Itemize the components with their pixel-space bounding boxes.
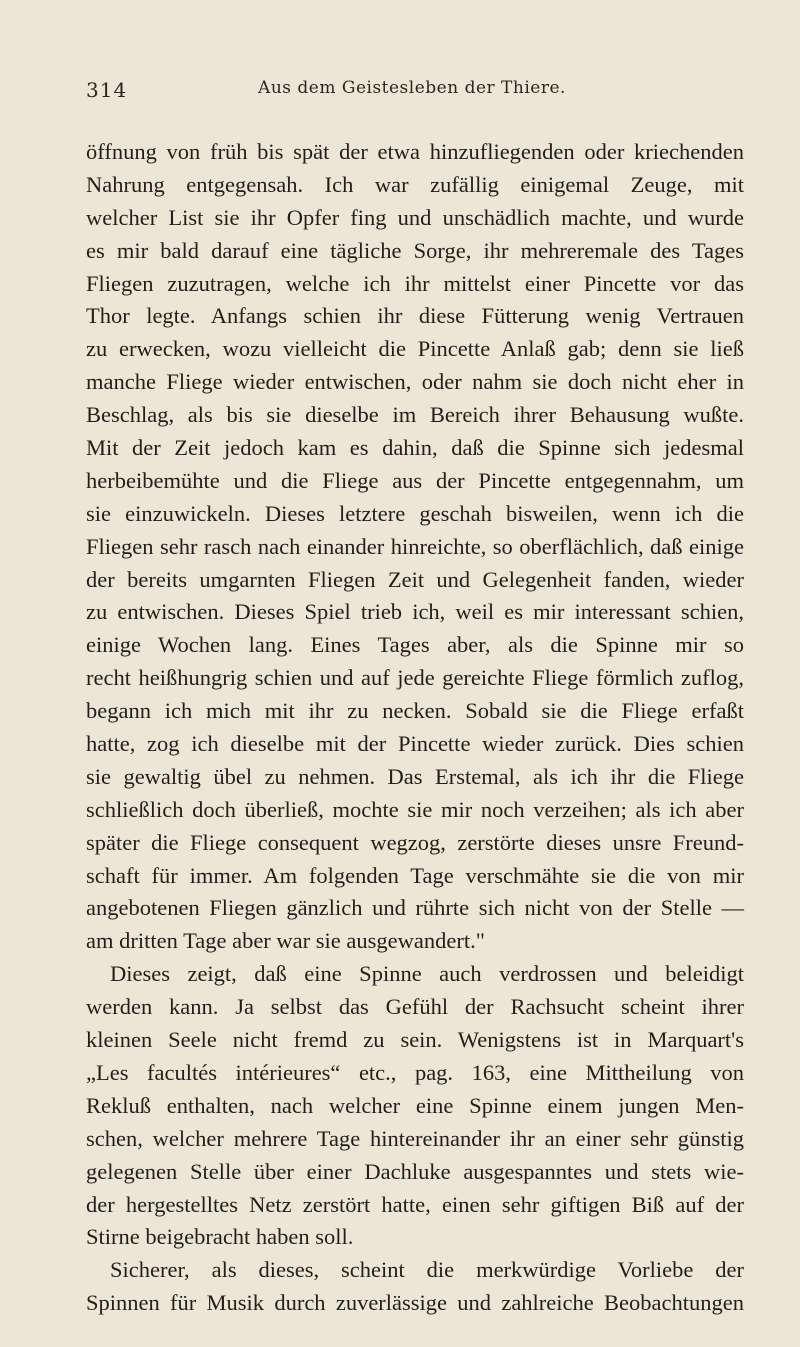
text-line: gelegenen Stelle über einer Dachluke ausgespanntes und stets wie- xyxy=(86,1158,744,1184)
text-line: herbeibemühte und die Fliege aus der Pincette entgegennahm, um xyxy=(86,467,744,493)
text-line: Dieses zeigt, daß eine Spinne auch verdrossen und beleidigt xyxy=(110,961,744,987)
text-line: Spinnen für Musik durch zuverlässige und zahlreiche Beobachtungen xyxy=(86,1290,744,1316)
text-line: kleinen Seele nicht fremd zu sein. Wenigstens ist in Marquart's xyxy=(86,1027,744,1053)
text-line: Fliegen sehr rasch nach einander hinreichte, so oberflächlich, daß einige xyxy=(86,533,744,559)
text-line: Sicherer, als dieses, scheint die merkwürdige Vorliebe der xyxy=(110,1257,744,1283)
text-line: Thor legte. Anfangs schien ihr diese Fütterung wenig Vertrauen xyxy=(86,303,744,329)
text-line: der bereits umgarnten Fliegen Zeit und Gelegenheit fanden, wieder xyxy=(86,566,744,592)
text-line: sie gewaltig übel zu nehmen. Das Erstemal, als ich ihr die Fliege xyxy=(86,763,744,789)
running-title: Aus dem Geistesleben der Thiere. xyxy=(258,78,566,98)
text-line: einige Wochen lang. Eines Tages aber, als die Spinne mir so xyxy=(86,632,744,658)
text-line: schließlich doch überließ, mochte sie mir noch verzeihen; als ich aber xyxy=(86,796,744,822)
text-line: angebotenen Fliegen gänzlich und rührte sich nicht von der Stelle — xyxy=(86,895,744,921)
text-line: es mir bald darauf eine tägliche Sorge, ihr mehreremale des Tages xyxy=(86,237,744,263)
text-line: welcher List sie ihr Opfer fing und unschädlich machte, und wurde xyxy=(86,204,744,230)
text-line: Nahrung entgegensah. Ich war zufällig einigemal Zeuge, mit xyxy=(86,171,744,197)
text-line: „Les facultés intérieures“ etc., pag. 163, eine Mittheilung von xyxy=(86,1059,744,1085)
text-line: hatte, zog ich dieselbe mit der Pincette wieder zurück. Dies schien xyxy=(86,731,744,757)
page-number: 314 xyxy=(86,78,128,102)
text-line: schaft für immer. Am folgenden Tage verschmähte sie die von mir xyxy=(86,862,744,888)
text-line: sie einzuwickeln. Dieses letztere geschah bisweilen, wenn ich die xyxy=(86,500,744,526)
text-line: begann ich mich mit ihr zu necken. Sobald sie die Fliege erfaßt xyxy=(86,698,744,724)
text-line: später die Fliege consequent wegzog, zerstörte dieses unsre Freund- xyxy=(86,829,744,855)
text-line: schen, welcher mehrere Tage hintereinander ihr an einer sehr günstig xyxy=(86,1125,744,1151)
text-line: Rekluß enthalten, nach welcher eine Spinne einem jungen Men- xyxy=(86,1092,744,1118)
text-line: zu erwecken, wozu vielleicht die Pincette Anlaß gab; denn sie ließ xyxy=(86,336,744,362)
text-line: recht heißhungrig schien und auf jede gereichte Fliege förmlich zuflog, xyxy=(86,665,744,691)
text-line: zu entwischen. Dieses Spiel trieb ich, weil es mir interessant schien, xyxy=(86,599,744,625)
body-text xyxy=(86,136,744,1320)
text-line: Fliegen zuzutragen, welche ich ihr mittelst einer Pincette vor das xyxy=(86,270,744,296)
text-line: Stirne beigebracht haben soll. xyxy=(86,1224,354,1250)
text-line: werden kann. Ja selbst das Gefühl der Rachsucht scheint ihrer xyxy=(86,994,744,1020)
text-line: Beschlag, als bis sie dieselbe im Bereich ihrer Behausung wußte. xyxy=(86,402,744,428)
text-line: manche Fliege wieder entwischen, oder nahm sie doch nicht eher in xyxy=(86,369,744,395)
page-header xyxy=(86,78,738,110)
text-line: Mit der Zeit jedoch kam es dahin, daß die Spinne sich jedesmal xyxy=(86,435,744,461)
text-line: der hergestelltes Netz zerstört hatte, einen sehr giftigen Biß auf der xyxy=(86,1191,744,1217)
text-line: am dritten Tage aber war sie ausgewandert." xyxy=(86,928,485,954)
text-line: öffnung von früh bis spät der etwa hinzufliegenden oder kriechenden xyxy=(86,139,744,164)
